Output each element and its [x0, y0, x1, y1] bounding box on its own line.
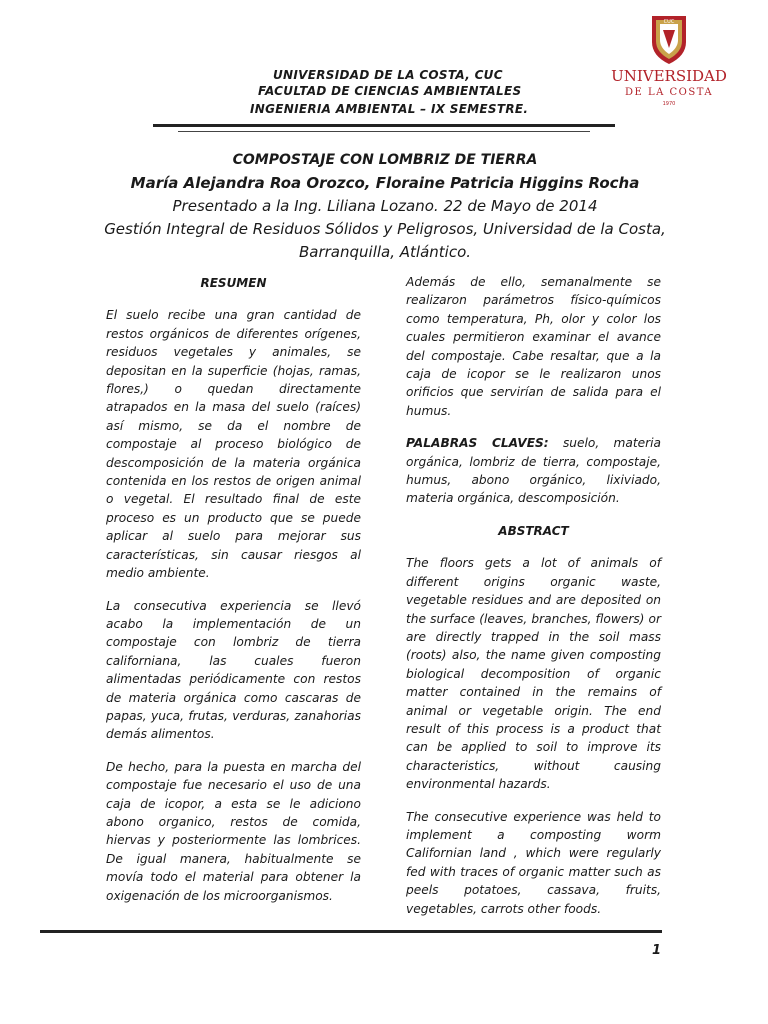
- svg-text:CUC: CUC: [663, 19, 675, 25]
- keywords: [406, 434, 661, 508]
- university-name: UNIVERSIDAD DE LA COSTA, CUC: [273, 68, 503, 82]
- svg-text:UNIVERSIDAD: UNIVERSIDAD: [611, 67, 727, 85]
- abstract-paragraph-2: The consecutive experience was held to implement a composting worm Californian land , which were regularly fed with traces of organic matter such as peels potatoes, cassava, fruits, vegetables, carrots other foods.: [406, 809, 661, 916]
- svg-text:DE LA COSTA: DE LA COSTA: [624, 87, 714, 98]
- presented-to: Presentado a la Ing. Liliana Lozano. 22 de Mayo de 2014: [172, 197, 598, 215]
- affiliation-line-2: Barranquilla, Atlántico.: [298, 243, 472, 261]
- program-name: INGENIERIA AMBIENTAL – IX SEMESTRE.: [250, 102, 529, 116]
- abstract-paragraph-1: The floors gets a lot of animals of different origins organic waste, vegetable residues and are deposited on the surface (leaves, branches, flowers) or are directly trapped in the soil mass (roots) also, the name given composting biological decomposition of organic matter contained in the remains of animal or vegetable origin. The end result of this process is a product that can be applied to soil to improve its characteristics, without causing environmental hazards.: [406, 556, 661, 792]
- header-rule-thick: [153, 124, 615, 127]
- paper-title: COMPOSTAJE CON LOMBRIZ DE TIERRA: [232, 152, 538, 168]
- left-column: [106, 274, 361, 919]
- faculty-name: FACULTAD DE CIENCIAS AMBIENTALES: [258, 84, 522, 98]
- keywords-label: PALABRAS CLAVES:: [406, 436, 549, 451]
- page-number: 1: [652, 943, 662, 958]
- footer-rule: [40, 930, 662, 933]
- authors: María Alejandra Roa Orozco, Floraine Patricia Higgins Rocha: [130, 174, 640, 192]
- resumen-heading: RESUMEN: [200, 276, 267, 290]
- shield-icon: [600, 12, 738, 116]
- abstract-heading: ABSTRACT: [498, 523, 569, 538]
- header-rule-thin: [178, 131, 590, 132]
- keywords-list: suelo, materia orgánica, lombriz de tierra, compostaje, humus, abono orgánico, lixiviado, materia orgánica, descomposición.: [406, 436, 661, 506]
- affiliation-line-1: Gestión Integral de Residuos Sólidos y Peligrosos, Universidad de la Costa,: [104, 220, 666, 238]
- right-column: [406, 273, 661, 932]
- resumen-paragraph-3: De hecho, para la puesta en marcha del compostaje fue necesario el uso de una caja de icopor, a esta se le adiciono abono organico, restos de comida, hiervas y posteriormente las lombrices. De igual manera, habitualmente se movía todo el material para obtener la oxigenación de los microorganismos.: [106, 759, 361, 903]
- resumen-paragraph-4: Además de ello, semanalmente se realizaron parámetros físico-químicos como temperatura, Ph, olor y color los cuales permitieron examinar el avance del compostaje. Cabe resaltar, que a la caja de icopor se le realizaron unos orificios que servirían de salida para el humus.: [406, 275, 661, 418]
- resumen-paragraph-2: La consecutiva experiencia se llevó acabo la implementación de un compostaje con lombriz de tierra californiana, las cuales fueron alimentadas periódicamente con restos de materia orgánica como cascaras de papas, yuca, frutas, verduras, zanahorias demás alimentos.: [106, 598, 361, 742]
- svg-text:1970: 1970: [662, 101, 676, 107]
- university-logo: [600, 12, 738, 116]
- resumen-paragraph-1: El suelo recibe una gran cantidad de restos orgánicos de diferentes orígenes, residuos vegetales y animales, se depositan en la superficie (hojas, ramas, flores,) o quedan directamente atrapados en la masa del suelo (raíces) así mismo, se da el nombre de compostaje al proceso biológico de descomposición de la materia orgánica contenida en los restos de origen animal o vegetal. El resultado final de este proceso es un producto que se puede aplicar al suelo para mejorar sus características, sin causar riesgos al medio ambiente.: [106, 308, 361, 581]
